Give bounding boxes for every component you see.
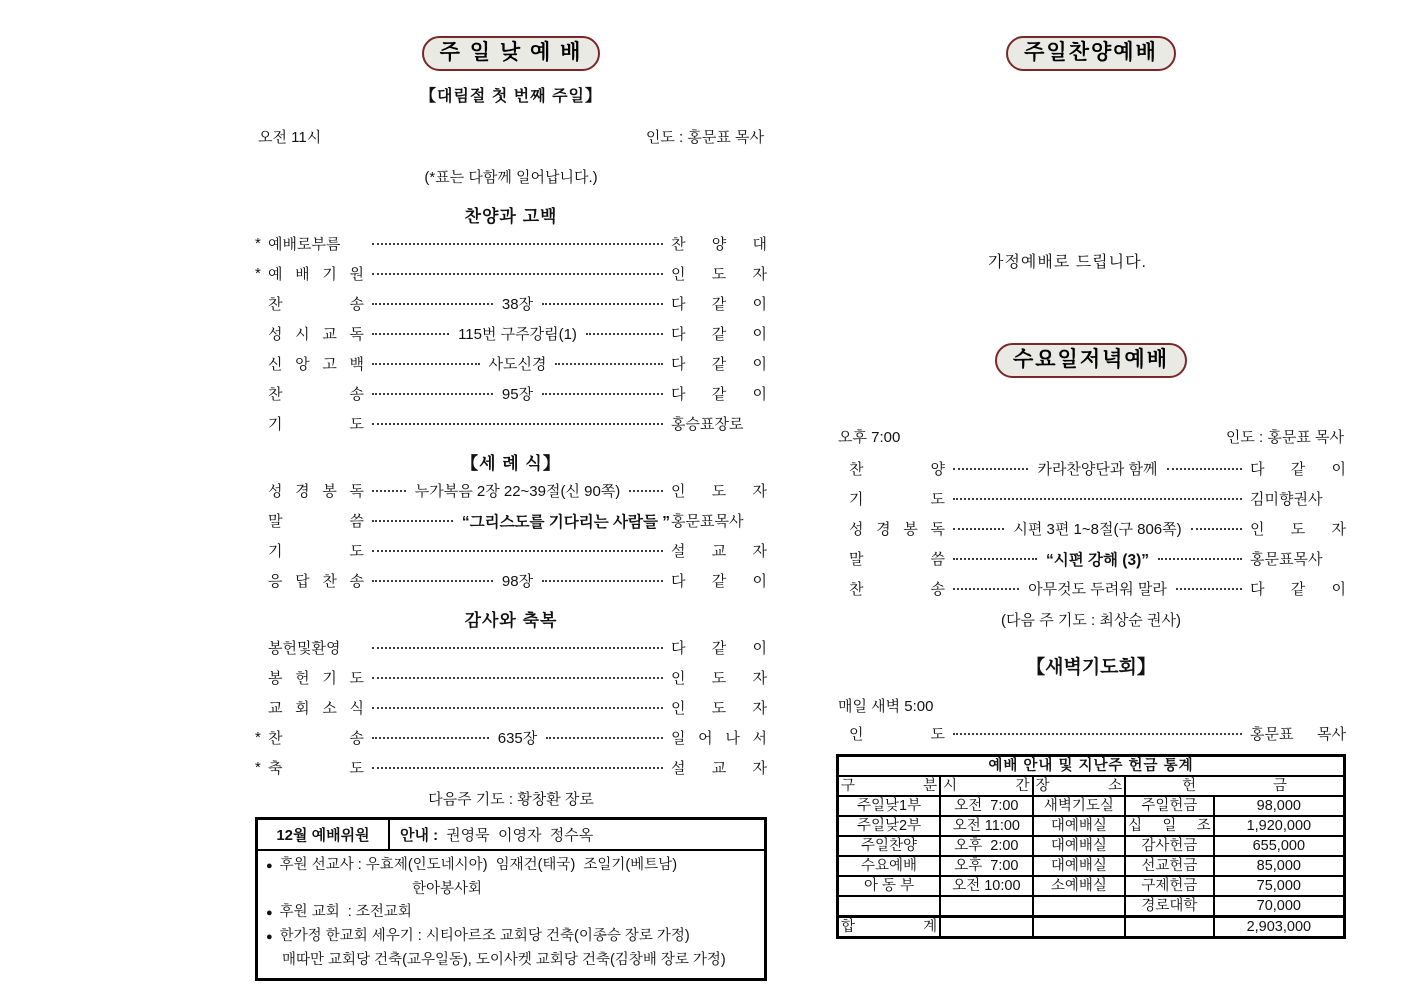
liturgy-item-detail: 98장 (501, 573, 534, 591)
dotted-leader (372, 550, 663, 552)
liturgy-row (255, 384, 767, 403)
liturgy-item-label: 교 회 소 식 (268, 700, 364, 718)
right-page-column (836, 36, 1346, 939)
table-cell (940, 896, 1033, 917)
dotted-leader (372, 580, 493, 582)
liturgy-row (255, 728, 767, 747)
liturgy-item-performer: 다 같 이 (671, 356, 767, 374)
dotted-leader (1158, 558, 1242, 560)
liturgy-item-performer: 찬 양 대 (671, 236, 767, 254)
table-cell: 오전 7:00 (940, 796, 1033, 816)
liturgy-item-performer: 홍승표장로 (671, 416, 744, 434)
liturgy-item-performer: 다 같 이 (671, 573, 767, 591)
table-cell: 오후 2:00 (940, 836, 1033, 856)
dotted-leader (372, 520, 453, 522)
sunday-liturgy-list (255, 202, 767, 777)
total-value-cell: 2,903,000 (1214, 917, 1345, 938)
dotted-leader (372, 647, 663, 649)
table-total-row (838, 917, 1345, 938)
total-label-cell: 합 계 (838, 917, 941, 938)
liturgy-item-performer: 김미향권사 (1250, 491, 1323, 509)
liturgy-item-detail: 115번 구주강림(1) (458, 326, 577, 344)
table-cell (1033, 917, 1126, 938)
liturgy-item-label: 찬 송 (268, 296, 364, 314)
dotted-leader (555, 363, 663, 365)
table-row (838, 856, 1345, 876)
liturgy-section-heading: 감사와 축복 (464, 611, 558, 631)
star-marker: * (255, 729, 261, 747)
table-cell: 주일낮2부 (838, 816, 941, 836)
dotted-leader (372, 393, 493, 395)
table-row (838, 876, 1345, 896)
table-cell: 1,920,000 (1214, 816, 1345, 836)
dotted-leader (372, 333, 449, 335)
liturgy-row (836, 459, 1346, 478)
liturgy-item-label: 기 도 (849, 491, 945, 509)
info-box-text: 후원 교회 : 조전교회 (279, 904, 412, 921)
dotted-leader (542, 393, 663, 395)
liturgy-item-performer: 다 같 이 (1250, 581, 1346, 599)
liturgy-row (836, 549, 1346, 568)
dotted-leader (372, 490, 406, 492)
table-cell (1125, 917, 1214, 938)
liturgy-item-label: 예배로부름 (268, 236, 341, 254)
bullet-icon: ● (266, 907, 273, 920)
dotted-leader (372, 677, 663, 679)
dotted-leader (953, 528, 1004, 530)
dotted-leader (953, 468, 1028, 470)
info-box-line (266, 854, 756, 878)
table-cell: 대예배실 (1033, 816, 1126, 836)
liturgy-item-detail: 635장 (497, 730, 538, 748)
dotted-leader (372, 363, 480, 365)
dotted-leader (953, 733, 1242, 735)
usher-names (390, 820, 764, 849)
liturgy-item-performer: 설 교 자 (671, 760, 767, 778)
liturgy-item-label: 봉 헌 기 도 (268, 670, 364, 688)
table-row (838, 836, 1345, 856)
liturgy-item-performer: 설 교 자 (671, 543, 767, 561)
sunday-day-service-title: 주 일 낮 예 배 (422, 36, 601, 71)
info-box-line (266, 949, 756, 972)
liturgy-row (255, 481, 767, 500)
sunday-praise-service-header (836, 36, 1346, 71)
liturgy-item-performer: 인 도 자 (671, 670, 767, 688)
offering-stats-table (836, 754, 1346, 939)
table-cell: 경로대학 (1125, 896, 1214, 917)
info-box-line (266, 878, 756, 901)
info-box-text: 한가정 한교회 세우기 : 시티아르조 교회당 건축(이종승 장로 가정) (279, 928, 690, 945)
dotted-leader (546, 737, 663, 739)
table-cell (838, 896, 941, 917)
bullet-icon: ● (266, 931, 273, 944)
liturgy-row (836, 489, 1346, 508)
table-cell: 주일낮1부 (838, 796, 941, 816)
dotted-leader (372, 273, 663, 275)
december-committee-label: 12월 예배위원 (258, 820, 390, 849)
table-cell (1033, 896, 1126, 917)
dotted-leader (586, 333, 663, 335)
table-cell: 수요예배 (838, 856, 941, 876)
table-cell: 주일찬양 (838, 836, 941, 856)
star-marker: * (255, 265, 261, 283)
liturgy-item-detail: 누가복음 2장 22~39절(신 90쪽) (414, 483, 621, 501)
wednesday-service-header (836, 343, 1346, 378)
dawn-prayer-title: 【새벽기도회】 (1026, 657, 1156, 679)
liturgy-item-performer: 다 같 이 (671, 640, 767, 658)
table-cell: 오전 11:00 (940, 816, 1033, 836)
table-cell: 새벽기도실 (1033, 796, 1126, 816)
liturgy-item-detail: 38장 (501, 296, 534, 314)
dotted-leader (372, 423, 663, 425)
table-row (838, 896, 1345, 917)
table-cell: 소예배실 (1033, 876, 1126, 896)
liturgy-item-label: 찬 송 (268, 386, 364, 404)
liturgy-row (255, 324, 767, 343)
info-box-body (258, 851, 764, 978)
liturgy-item-performer: 인 도 자 (671, 700, 767, 718)
left-page-column (255, 36, 767, 981)
dotted-leader (953, 588, 1019, 590)
liturgy-row (255, 638, 767, 657)
dawn-prayer-time: 매일 새벽 5:00 (838, 698, 934, 716)
liturgy-item-performer: 인 도 자 (1250, 521, 1346, 539)
liturgy-item-performer: 인 도 자 (671, 483, 768, 501)
table-cell: 대예배실 (1033, 836, 1126, 856)
liturgy-row (255, 571, 767, 590)
stand-note: (*표는 다함께 일어납니다.) (424, 169, 598, 187)
liturgy-row (255, 541, 767, 560)
wednesday-next-prayer: (다음 주 기도 : 최상순 권사) (1001, 612, 1181, 630)
table-column-header: 헌 금 (1125, 776, 1344, 796)
dotted-leader (1176, 588, 1242, 590)
table-cell: 선교헌금 (1125, 856, 1214, 876)
liturgy-item-label: 성 시 교 독 (268, 326, 364, 344)
dotted-leader (953, 558, 1037, 560)
liturgy-item-label: 말 씀 (268, 513, 364, 531)
liturgy-item-label: 축 도 (268, 760, 364, 778)
next-week-prayer: 다음주 기도 : 황창환 장로 (428, 791, 594, 809)
service-meta-row (255, 126, 767, 146)
dotted-leader (1167, 468, 1242, 470)
liturgy-row (255, 294, 767, 313)
star-marker: * (255, 235, 261, 253)
liturgy-item-performer: 홍문표목사 (1250, 551, 1323, 569)
table-cell: 구제헌금 (1125, 876, 1214, 896)
liturgy-item-label: 신 앙 고 백 (268, 356, 364, 374)
table-column-header: 구 분 (838, 776, 941, 796)
table-column-header: 시 간 (940, 776, 1033, 796)
table-cell: 70,000 (1214, 896, 1345, 917)
liturgy-row (836, 519, 1346, 538)
liturgy-item-label: 예 배 기 원 (268, 266, 364, 284)
liturgy-item-label: 응 답 찬 송 (268, 573, 364, 591)
info-box-text: 후원 선교사 : 우효제(인도네시아) 임재건(태국) 조일기(베트남) (279, 857, 678, 874)
service-leader: 인도 : 홍문표 목사 (645, 129, 764, 147)
wednesday-service-title: 수요일저녁예배 (995, 343, 1187, 378)
wednesday-leader: 인도 : 홍문표 목사 (1225, 429, 1344, 447)
liturgy-item-performer: 다 같 이 (671, 326, 767, 344)
liturgy-item-performer: 다 같 이 (671, 386, 767, 404)
liturgy-row (255, 698, 767, 717)
liturgy-row (836, 579, 1346, 598)
wednesday-time: 오후 7:00 (838, 429, 901, 447)
liturgy-row (255, 264, 767, 283)
liturgy-item-label: 기 도 (268, 543, 364, 561)
liturgy-item-label: 인 도 (849, 726, 945, 744)
liturgy-item-label: 성 경 봉 독 (268, 483, 364, 501)
dotted-leader (372, 737, 489, 739)
liturgy-item-detail: 사도신경 (488, 356, 547, 374)
dotted-leader (372, 707, 663, 709)
liturgy-item-detail: “시편 강해 (3)” (1046, 551, 1149, 569)
table-row (838, 816, 1345, 836)
sunday-praise-service-title: 주일찬양예배 (1006, 36, 1176, 71)
liturgy-item-detail: 95장 (501, 386, 534, 404)
table-cell: 655,000 (1214, 836, 1345, 856)
notice-label: 안내 : (400, 827, 439, 845)
table-title: 예배 안내 및 지난주 헌금 통계 (838, 756, 1345, 777)
liturgy-row (255, 668, 767, 687)
liturgy-item-performer: 다 같 이 (671, 296, 767, 314)
table-cell: 아 동 부 (838, 876, 941, 896)
liturgy-item-performer: 홍문표 목사 (1250, 726, 1346, 744)
star-marker: * (255, 759, 261, 777)
liturgy-section-heading: 찬양과 고백 (464, 207, 558, 227)
dotted-leader (542, 580, 663, 582)
liturgy-item-performer: 홍문표목사 (671, 513, 744, 531)
table-cell: 75,000 (1214, 876, 1345, 896)
info-box-line (266, 901, 756, 925)
info-box-text: 매따만 교회당 건축(교우일동), 도이사켓 교회당 건축(김창배 장로 가정) (282, 952, 726, 969)
table-cell: 십 일 조 (1125, 816, 1214, 836)
liturgy-item-detail: 시편 3편 1~8절(구 806쪽) (1013, 521, 1182, 539)
liturgy-item-label: 기 도 (268, 416, 364, 434)
service-time: 오전 11시 (258, 129, 322, 147)
dotted-leader (953, 498, 1242, 500)
liturgy-row (255, 234, 767, 253)
table-title-row (838, 756, 1345, 777)
liturgy-row (255, 511, 767, 530)
advent-subtitle: 【대림절 첫 번째 주일】 (420, 88, 602, 106)
liturgy-item-label: 찬 송 (268, 730, 364, 748)
liturgy-row (255, 354, 767, 373)
dotted-leader (629, 490, 663, 492)
liturgy-item-label: 찬 송 (849, 581, 945, 599)
home-worship-note: 가정예배로 드립니다. (988, 254, 1147, 272)
dotted-leader (372, 243, 663, 245)
liturgy-row (255, 758, 767, 777)
wednesday-liturgy-list (836, 459, 1346, 598)
bullet-icon: ● (266, 860, 273, 873)
table-cell: 대예배실 (1033, 856, 1126, 876)
liturgy-item-label: 말 씀 (849, 551, 945, 569)
liturgy-item-detail: 카라찬양단과 함께 (1037, 461, 1158, 479)
table-cell: 오후 7:00 (940, 856, 1033, 876)
table-cell: 감사헌금 (1125, 836, 1214, 856)
wednesday-meta-row (836, 426, 1346, 446)
monthly-info-box (255, 817, 767, 981)
table-row (838, 796, 1345, 816)
liturgy-item-label: 성 경 봉 독 (849, 521, 945, 539)
liturgy-item-performer: 다 같 이 (1250, 461, 1346, 479)
dotted-leader (542, 303, 663, 305)
notice-value: 권영묵 이영자 정수옥 (446, 827, 594, 845)
table-column-header: 장 소 (1033, 776, 1126, 796)
liturgy-section-heading: 【세 례 식】 (461, 454, 561, 474)
liturgy-item-performer: 일 어 나 서 (671, 730, 767, 748)
info-box-line (266, 925, 756, 949)
dotted-leader (372, 767, 663, 769)
liturgy-item-performer: 인 도 자 (671, 266, 767, 284)
liturgy-item-detail: 아무것도 두려워 말라 (1028, 581, 1167, 599)
sunday-day-service-header (255, 36, 767, 71)
dawn-liturgy-list (836, 724, 1346, 743)
table-cell (940, 917, 1033, 938)
liturgy-item-label: 봉헌및환영 (268, 640, 341, 658)
liturgy-item-detail: “그리스도를 기다리는 사람들 ” (461, 513, 670, 531)
table-header-row (838, 776, 1345, 796)
info-box-header (258, 820, 764, 851)
dotted-leader (372, 303, 493, 305)
table-cell: 98,000 (1214, 796, 1345, 816)
table-cell: 85,000 (1214, 856, 1345, 876)
info-box-text: 한아봉사회 (412, 881, 483, 898)
liturgy-row (836, 724, 1346, 743)
dotted-leader (1191, 528, 1242, 530)
liturgy-item-label: 찬 양 (849, 461, 945, 479)
table-cell: 주일헌금 (1125, 796, 1214, 816)
liturgy-row (255, 414, 767, 433)
table-cell: 오전 10:00 (940, 876, 1033, 896)
